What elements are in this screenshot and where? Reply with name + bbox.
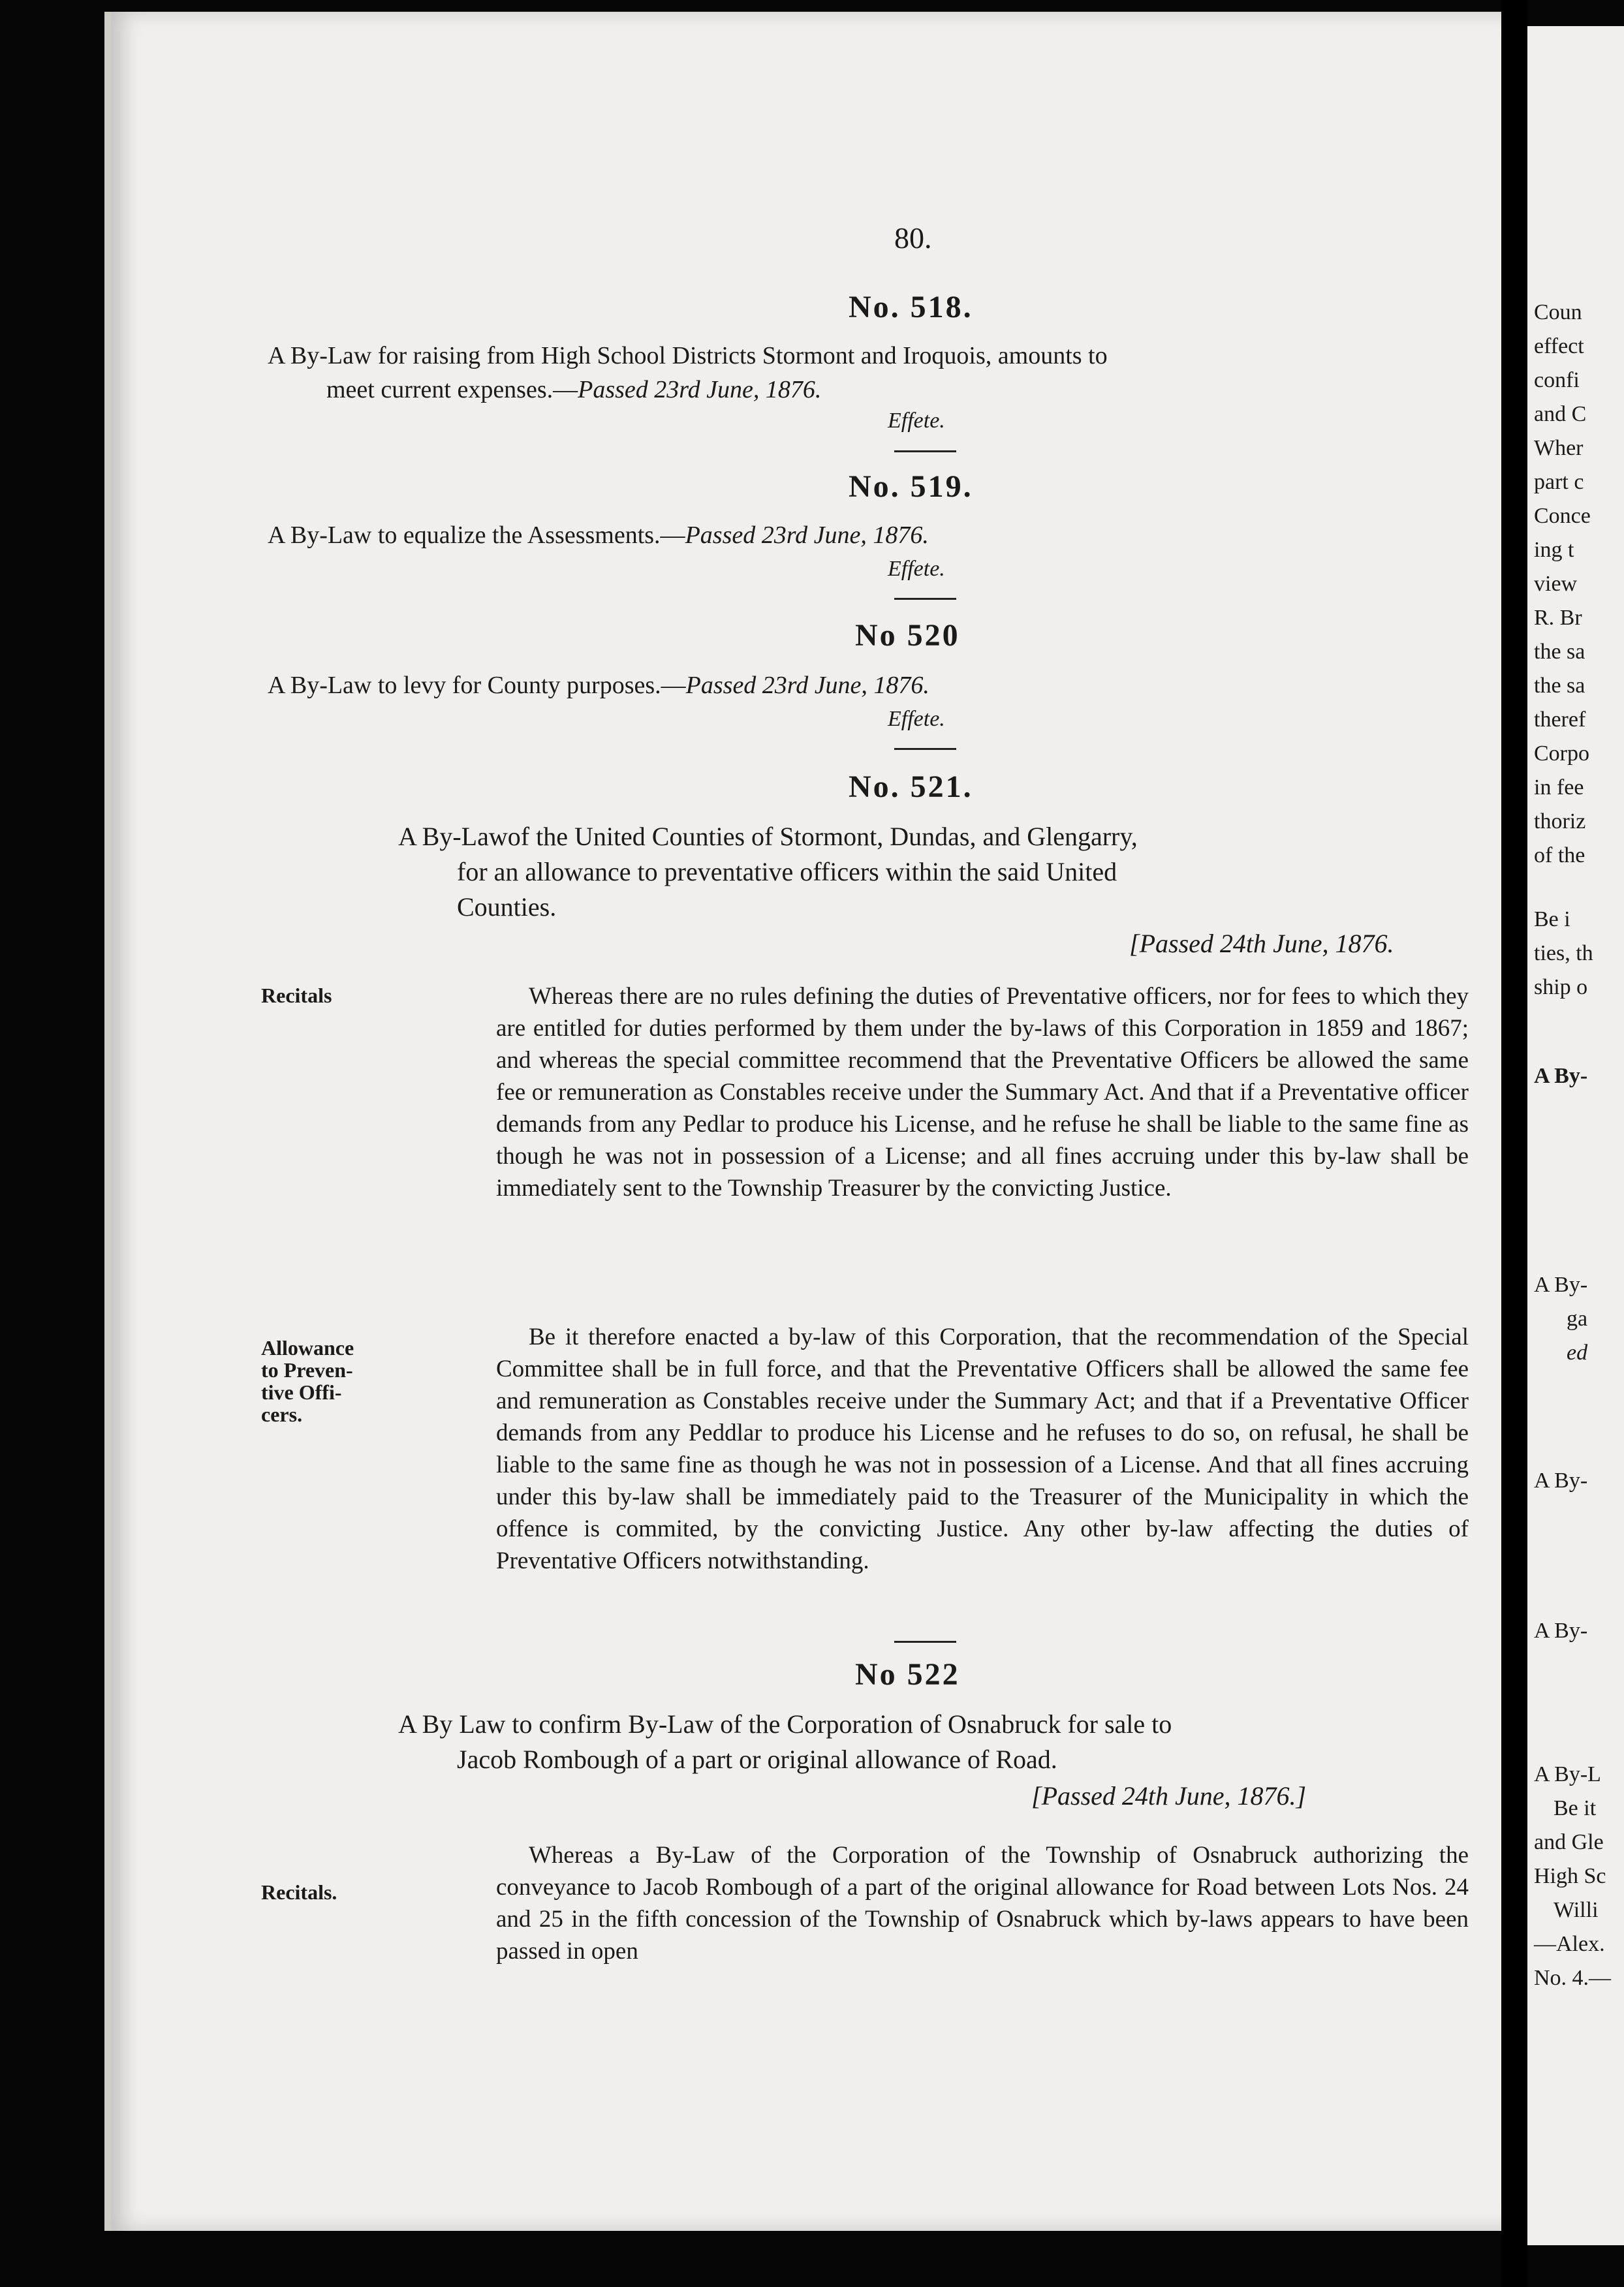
bylaw-519-line1: A By-Law to equalize the Assessments.— (268, 521, 685, 549)
bylaw-518-line2: meet current expenses.— (326, 376, 578, 403)
right-line: A By- (1534, 1273, 1588, 1297)
right-line: Coun (1534, 300, 1582, 324)
margin-note-allowance: Allowance to Preven- tive Offi- cers. (261, 1336, 354, 1426)
bylaw-518-line2-wrap (326, 375, 821, 404)
right-line: Be i (1534, 907, 1570, 931)
margin-note-recitals-2: Recitals. (261, 1880, 337, 1904)
bylaw-520-status: Effete. (888, 707, 945, 731)
right-line: theref (1534, 708, 1586, 732)
bylaw-518-line1: A By-Law for raising from High School Districts Stormont and Iroquois, amounts to (268, 342, 1108, 369)
right-line: Wher (1534, 436, 1584, 460)
right-line: ship o (1534, 975, 1588, 999)
bylaw-522-line2: Jacob Rombough of a part or original allowance of Road. (457, 1745, 1057, 1774)
bylaw-522-passed: [Passed 24th June, 1876.] (1031, 1781, 1307, 1811)
right-line: ties, th (1534, 941, 1593, 965)
right-line: confi (1534, 368, 1580, 392)
right-line: ga (1567, 1307, 1588, 1331)
right-line: part c (1534, 470, 1584, 494)
bylaw-520-passed: Passed 23rd June, 1876. (685, 672, 929, 699)
right-line: A By- (1534, 1469, 1588, 1493)
bylaw-521-recitals: Whereas there are no rules defining the duties of Preventative officers, nor for fees to which they are entitled for duties performed by them under the by-laws of this Corporation in 1859 and 1867; and whereas the special committee recommend that the Preventative Officers be allowed the same fee or remuneration as Constables receive under the Summary Act. And that if a Preventative officer demands from any Pedlar to produce his License, and he refuse he shall be liable to the same fine as though he was not in possession of a License; and all fines accruing under this by-law shall be immediately sent to the Township Treasurer by the convicting Justice. (496, 983, 1469, 1202)
right-line: in fee (1534, 775, 1584, 800)
bylaw-519-passed: Passed 23rd June, 1876. (685, 521, 929, 549)
right-line: ing t (1534, 538, 1574, 562)
divider (894, 450, 956, 452)
divider (894, 598, 956, 600)
right-line: view (1534, 572, 1578, 596)
bylaw-519-line1-wrap (268, 521, 929, 550)
bylaw-521-line1: A By-Lawof the United Counties of Stormont, Dundas, and Glengarry, (398, 822, 1138, 851)
bylaw-521-line3: Counties. (457, 892, 557, 922)
right-line: Be it (1554, 1796, 1597, 1820)
right-line: effect (1534, 334, 1584, 358)
book-gutter (1501, 0, 1527, 2287)
right-line: the sa (1534, 640, 1585, 664)
page-number: 80. (894, 221, 932, 255)
right-line: of the (1534, 843, 1585, 867)
right-line: thoriz (1534, 809, 1586, 833)
right-line: No. 4.— (1534, 1966, 1612, 1990)
bylaw-520-line1: A By-Law to levy for County purposes.— (268, 672, 686, 699)
bylaw-518-status: Effete. (888, 409, 945, 433)
bylaw-521-line2: for an allowance to preventative officers within the said United (457, 857, 1117, 886)
right-line: and Gle (1534, 1830, 1604, 1854)
right-line: A By- (1534, 1064, 1588, 1088)
bylaw-522-line1: A By Law to confirm By-Law of the Corporation of Osnabruck for sale to (398, 1709, 1172, 1739)
right-page-fragment (1527, 26, 1624, 2245)
divider (894, 748, 956, 750)
right-line: A By-L (1534, 1762, 1601, 1786)
left-page (104, 12, 1508, 2231)
bylaw-521-number: No. 521. (849, 770, 973, 804)
right-line: A By- (1534, 1619, 1588, 1643)
bylaw-519-number: No. 519. (849, 469, 973, 504)
right-line: High Sc (1534, 1864, 1606, 1888)
bylaw-520-number: No 520 (855, 618, 960, 653)
bylaw-518-number: No. 518. (849, 290, 973, 324)
bylaw-518-passed: Passed 23rd June, 1876. (578, 376, 822, 403)
right-line: Conce (1534, 504, 1591, 528)
bylaw-520-line1-wrap (268, 671, 929, 700)
bylaw-521-enactment: Be it therefore enacted a by-law of this Corporation, that the recommendation of the Special Committee shall be in full force, and that the Preventative Officers shall be allowed the same fee and remuneration as Constables receive under the Summary Act; and that if a Preventative Officer demands from any Peddlar to produce his License and he refuses to do so, on refusal, he shall be liable to the same fine as though he was not in possession of a License. And that all fines accruing under this by-law shall be immediately paid to the Treasurer of the Municipality in which the offence is commited, by the convicting Justice. Any other by-law affecting the duties of Preventative Officers notwithstanding. (496, 1324, 1469, 1574)
right-line: R. Br (1534, 606, 1582, 630)
right-line: the sa (1534, 674, 1585, 698)
bylaw-521-passed: [Passed 24th June, 1876. (1129, 929, 1394, 958)
right-line: —Alex. (1534, 1932, 1605, 1956)
bylaw-519-status: Effete. (888, 557, 945, 581)
bylaw-522-number: No 522 (855, 1657, 960, 1692)
right-line: Corpo (1534, 741, 1589, 766)
bylaw-522-recitals: Whereas a By-Law of the Corporation of the Township of Osnabruck authorizing the conveyance to Jacob Rombough of a part of the original allowance for Road between Lots Nos. 24 and 25 in the fifth concession of the Township of Osnabruck which by-laws appears to have been passed in open (496, 1842, 1469, 1965)
right-line: ed (1567, 1341, 1588, 1365)
divider (894, 1641, 956, 1643)
margin-note-recitals: Recitals (261, 984, 332, 1007)
right-line: Willi (1554, 1898, 1599, 1922)
right-line: and C (1534, 402, 1587, 426)
